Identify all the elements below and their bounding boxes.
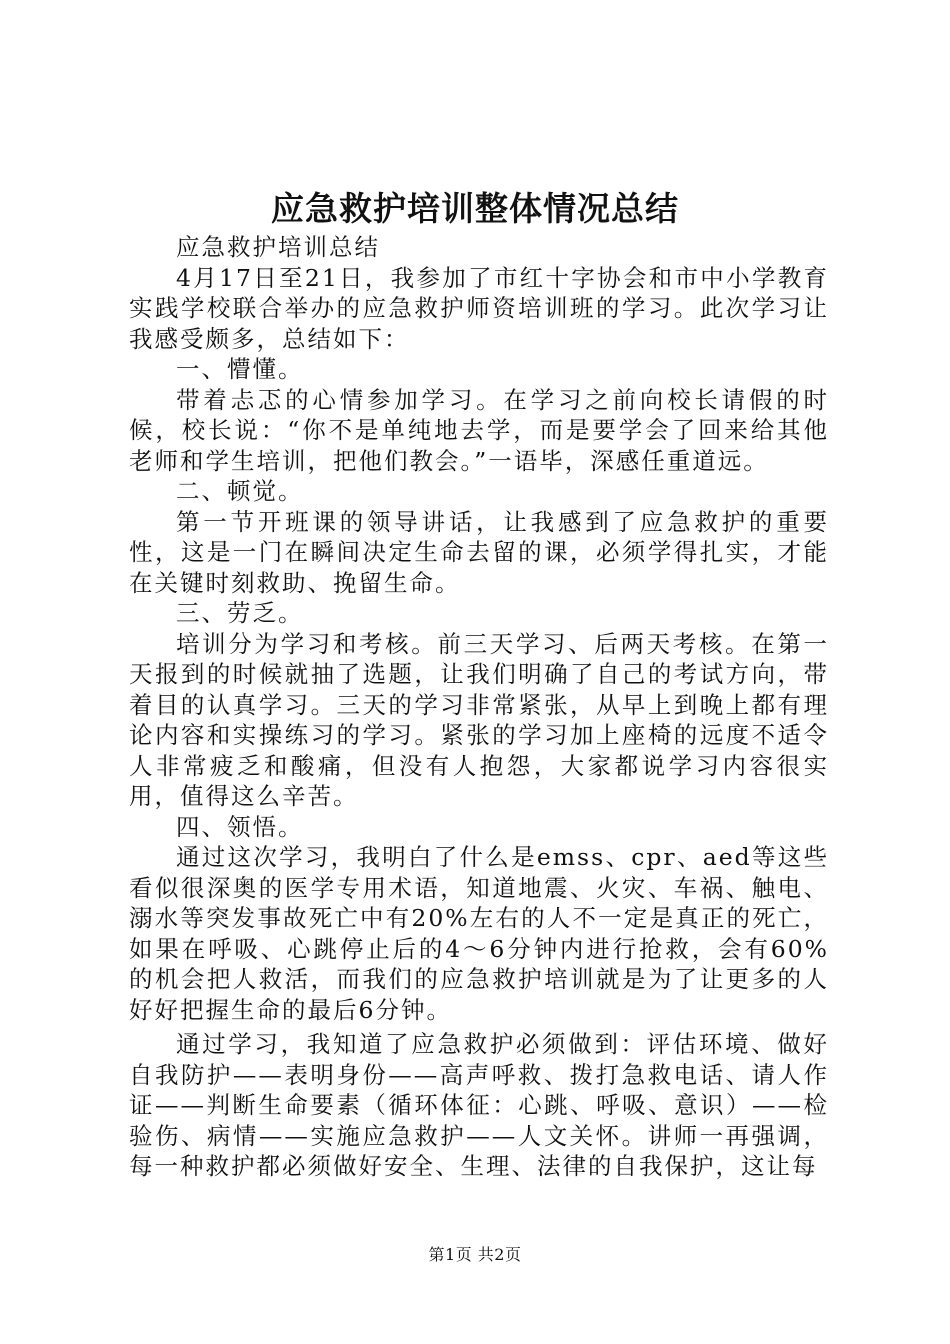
paragraph-section-1: 带着忐忑的心情参加学习。在学习之前向校长请假的时候，校长说：“你不是单纯地去学，而是要学会了回来给其他老师和学生培训，把他们教会。”一语毕，深感任重道远。 <box>129 385 829 475</box>
document-title: 应急救护培训整体情况总结 <box>271 189 679 228</box>
section-heading-2: 二、顿觉。 <box>176 477 304 505</box>
paragraph-intro: 4月17日至21日，我参加了市红十字协会和市中小学教育实践学校联合举办的应急救护师资培训班的学习。此次学习让我感受颇多，总结如下： <box>129 263 829 353</box>
paragraph-section-3: 培训分为学习和考核。前三天学习、后两天考核。在第一天报到的时候就抽了选题，让我们明确了自己的考试方向，带着目的认真学习。三天的学习非常紧张，从早上到晚上都有理论内容和实操练习的学习。紧张的学习加上座椅的远度不适令人非常疲乏和酸痛，但没有人抱怨，大家都说学习内容很实用，值得这么辛苦。 <box>129 629 829 810</box>
paragraph-subtitle: 应急救护培训总结 <box>176 233 380 261</box>
section-heading-1: 一、懵懂。 <box>176 355 304 383</box>
page-footer: 第1页 共2页 <box>428 1245 522 1264</box>
section-heading-3: 三、劳乏。 <box>176 599 304 627</box>
paragraph-section-2: 第一节开班课的领导讲话，让我感到了应急救护的重要性，这是一门在瞬间决定生命去留的课，必须学得扎实，才能在关键时刻救助、挽留生命。 <box>129 507 829 597</box>
paragraph-section-4: 通过这次学习，我明白了什么是emss、cpr、aed等这些看似很深奥的医学专用术语，知道地震、火灾、车祸、触电、溺水等突发事故死亡中有20%左右的人不一定是真正的死亡，如果在呼吸、心跳停止后的4～6分钟内进行抢救，会有60%的机会把人救活，而我们的应急救护培训就是为了让更多的人好好把握生命的最后6分钟。 <box>129 843 829 1024</box>
document-body <box>129 232 829 1182</box>
section-heading-4: 四、领悟。 <box>176 812 304 841</box>
paragraph-section-4-continued: 通过学习，我知道了应急救护必须做到：评估环境、做好自我防护——表明身份——高声呼救、拨打急救电话、请人作证——判断生命要素（循环体征：心跳、呼吸、意识）——检验伤、病情——实施应急救护——人文关怀。讲师一再强调，每一种救护都必须做好安全、生理、法律的自我保护，这让每 <box>129 1030 829 1180</box>
